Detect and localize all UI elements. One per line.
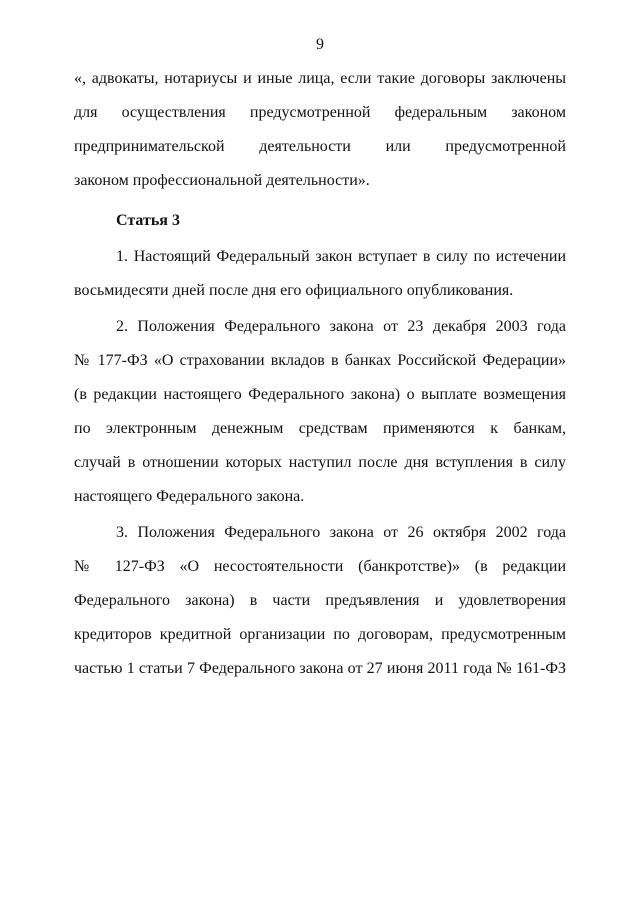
text-line: настоящего Федерального закона. [74, 488, 305, 505]
article-heading-block [74, 204, 566, 238]
text-line: восьмидесяти дней после дня его официального опубликования. [74, 282, 514, 299]
text-line: (в редакции настоящего Федерального закона) о выплате возмещения [74, 386, 566, 403]
paragraph-2 [74, 310, 566, 514]
text-line: частью 1 статьи 7 Федерального закона от 27 июня 2011 года № 161-ФЗ [74, 660, 566, 677]
text-line: «, адвокаты, нотариусы и иные лица, если такие договоры заключены [74, 70, 566, 87]
text-line: № 127-ФЗ «О несостоятельности (банкротстве)» (в редакции [74, 558, 566, 575]
page-number: 9 [316, 36, 324, 53]
text-line: по электронным денежным средствам применяются к банкам, [74, 420, 566, 437]
continuation-text [74, 62, 566, 198]
text-line: случай в отношении которых наступил после дня вступления в силу [74, 454, 566, 471]
text-line: законом профессиональной деятельности». [74, 172, 370, 189]
text-line: № 177-ФЗ «О страховании вкладов в банках Российской Федерации» [74, 352, 566, 369]
paragraph-3 [74, 516, 566, 686]
article-heading: Статья 3 [116, 212, 180, 229]
paragraph-1 [74, 240, 566, 308]
text-line: 1. Настоящий Федеральный закон вступает в силу по истечении [116, 248, 566, 265]
text-line: кредиторов кредитной организации по договорам, предусмотренным [74, 626, 566, 643]
text-line: для осуществления предусмотренной федеральным законом [74, 104, 566, 121]
text-line: 2. Положения Федерального закона от 23 декабря 2003 года [116, 318, 566, 335]
text-line: предпринимательской деятельности или предусмотренной [74, 138, 566, 155]
text-line: 3. Положения Федерального закона от 26 октября 2002 года [116, 524, 566, 541]
text-line: Федерального закона) в части предъявления и удовлетворения [74, 592, 566, 609]
